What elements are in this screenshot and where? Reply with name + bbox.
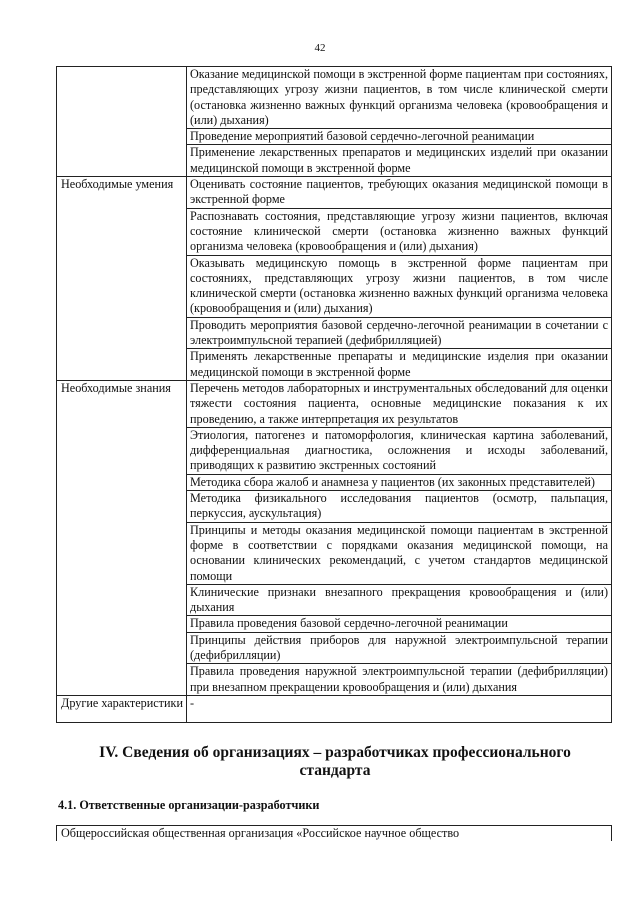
table-cell: Клинические признаки внезапного прекращения кровообращения и (или) дыхания: [187, 584, 612, 616]
row-label-other: Другие характеристики: [57, 695, 187, 722]
competency-table: [56, 66, 612, 723]
table-cell: Применение лекарственных препаратов и медицинских изделий при оказании медицинской помощи в экстренной форме: [187, 145, 612, 177]
table-cell: Перечень методов лабораторных и инструментальных обследований для оценки тяжести состояния пациента, основные медицинские показания к их проведению, а также интерпретация их результатов: [187, 380, 612, 427]
row-label: [57, 67, 187, 177]
table-cell: Принципы и методы оказания медицинской помощи пациентам в экстренной форме в соответствии с порядками оказания медицинской помощи, на основании клинических рекомендаций, с учетом стандартов медицинской помощи: [187, 522, 612, 584]
row-label-skills: Необходимые умения: [57, 177, 187, 381]
row-label-knowledge: Необходимые знания: [57, 380, 187, 695]
table-cell: Проводить мероприятия базовой сердечно-легочной реанимации в сочетании с электроимпульсной терапией (дефибрилляцией): [187, 317, 612, 349]
table-cell: Методика сбора жалоб и анамнеза у пациентов (их законных представителей): [187, 474, 612, 490]
table-cell: Этиология, патогенез и патоморфология, клиническая картина заболеваний, дифференциальная диагностика, осложнения и исходы заболеваний, приводящих к развитию экстренных состояний: [187, 427, 612, 474]
table-cell: Распознавать состояния, представляющие угрозу жизни пациентов, включая состояние клинической смерти (остановка жизненно важных функций организма человека (кровообращения и (или) дыхания): [187, 208, 612, 255]
table-cell: Правила проведения наружной электроимпульсной терапии (дефибрилляции) при внезапном прекращении кровообращения и (или) дыхания: [187, 664, 612, 696]
org-name-box: Общероссийская общественная организация «Российское научное общество: [56, 825, 612, 841]
table-cell: Оказание медицинской помощи в экстренной форме пациентам при состояниях, представляющих угрозу жизни пациентов, в том числе клинической смерти (остановка жизненно важных функций организма человека (кровообращения и (или) дыхания): [187, 67, 612, 129]
page-number: 42: [314, 42, 326, 54]
table-cell: Оказывать медицинскую помощь в экстренной форме пациентам при состояниях, представляющих угрозу жизни пациентов, в том числе клинической смерти (остановка жизненно важных функций организма человека (кровообращения и (или) дыхания): [187, 255, 612, 317]
table-row: [57, 695, 612, 722]
table-cell: Применять лекарственные препараты и медицинские изделия при оказании медицинской помощи в экстренной форме: [187, 349, 612, 381]
table-row: [57, 67, 612, 129]
table-row: [57, 380, 612, 427]
table-row: [57, 177, 612, 209]
table-cell: Правила проведения базовой сердечно-легочной реанимации: [187, 616, 612, 632]
table-cell: Методика физикального исследования пациентов (осмотр, пальпация, перкуссия, аускультация): [187, 491, 612, 523]
subsection-title: 4.1. Ответственные организации-разработчики: [58, 798, 320, 812]
table-cell: -: [187, 695, 612, 722]
table-cell: Проведение мероприятий базовой сердечно-легочной реанимации: [187, 129, 612, 145]
section-title: IV. Сведения об организациях – разработчиках профессионального стандарта: [99, 744, 571, 779]
table-cell: Принципы действия приборов для наружной электроимпульсной терапии (дефибрилляции): [187, 632, 612, 664]
table-cell: Оценивать состояние пациентов, требующих оказания медицинской помощи в экстренной форме: [187, 177, 612, 209]
